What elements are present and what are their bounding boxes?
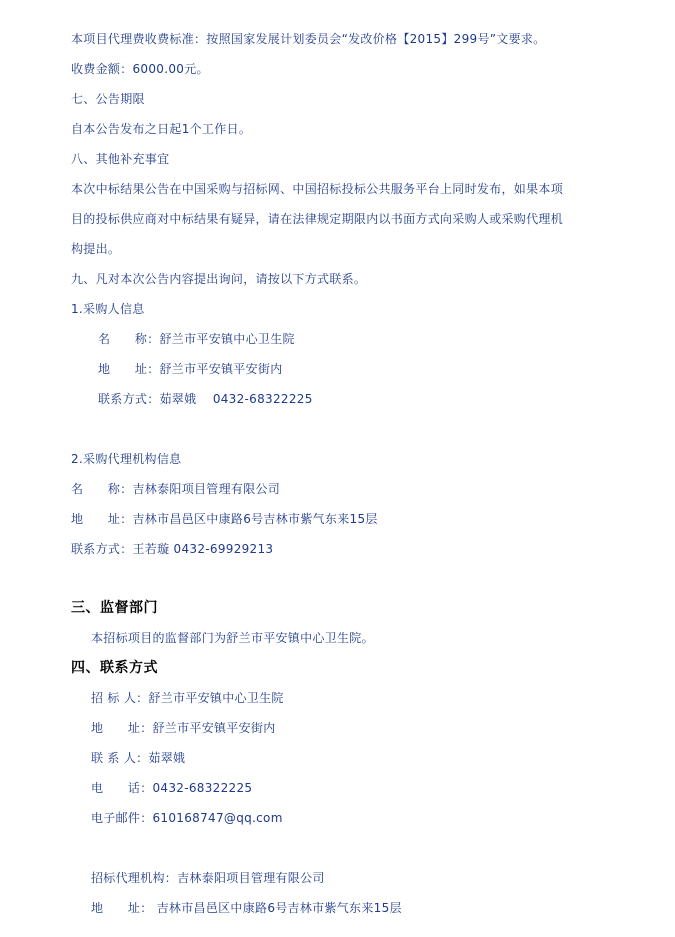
agency-info-title: 2.采购代理机构信息 [71, 452, 182, 466]
contact-person: 联 系 人：茹翠娥 [91, 751, 186, 765]
contact-heading: 四、联系方式 [71, 660, 158, 676]
supervision-text: 本招标项目的监督部门为舒兰市平安镇中心卫生院。 [91, 631, 374, 645]
purchaser-contact: 联系方式：茹翠娥 0432-68322225 [98, 392, 313, 406]
fee-amount-text: 收费金额：6000.00元。 [71, 62, 209, 76]
other-matters-text-1: 本次中标结果公告在中国采购与招标网、中国招标投标公共服务平台上同时发布，如果本项 [71, 182, 564, 196]
contact-phone: 电 话：0432-68322225 [91, 781, 253, 795]
purchaser-info-title: 1.采购人信息 [71, 302, 145, 316]
announcement-period-text: 自本公告发布之日起1个工作日。 [71, 122, 252, 136]
agency-name: 名 称：吉林泰阳项目管理有限公司 [71, 482, 281, 496]
other-matters-text-2: 目的投标供应商对中标结果有疑异，请在法律规定期限内以书面方式向采购人或采购代理机 [71, 212, 564, 226]
tenderer-name: 招 标 人：舒兰市平安镇中心卫生院 [91, 691, 284, 705]
announcement-period-heading: 七、公告期限 [71, 92, 145, 106]
agency-address: 地 址：吉林市昌邑区中康路6号吉林市紫气东来15层 [71, 512, 378, 526]
bidding-agency-address: 地 址： 吉林市昌邑区中康路6号吉林市紫气东来15层 [91, 901, 402, 915]
tenderer-address: 地 址：舒兰市平安镇平安街内 [91, 721, 276, 735]
supervision-heading: 三、监督部门 [71, 600, 158, 616]
purchaser-address: 地 址：舒兰市平安镇平安街内 [98, 362, 283, 376]
other-matters-text-3: 构提出。 [71, 242, 121, 256]
contact-email: 电子邮件：610168747@qq.com [91, 811, 283, 825]
fee-standard-text: 本项目代理费收费标准：按照国家发展计划委员会“发改价格【2015】299号”文要求。 [71, 32, 546, 46]
bidding-agency: 招标代理机构：吉林泰阳项目管理有限公司 [91, 871, 325, 885]
purchaser-name: 名 称：舒兰市平安镇中心卫生院 [98, 332, 295, 346]
inquiry-heading: 九、凡对本次公告内容提出询问，请按以下方式联系。 [71, 272, 367, 286]
other-matters-heading: 八、其他补充事宜 [71, 152, 170, 166]
agency-contact: 联系方式：王若璇 0432-69929213 [71, 542, 274, 556]
